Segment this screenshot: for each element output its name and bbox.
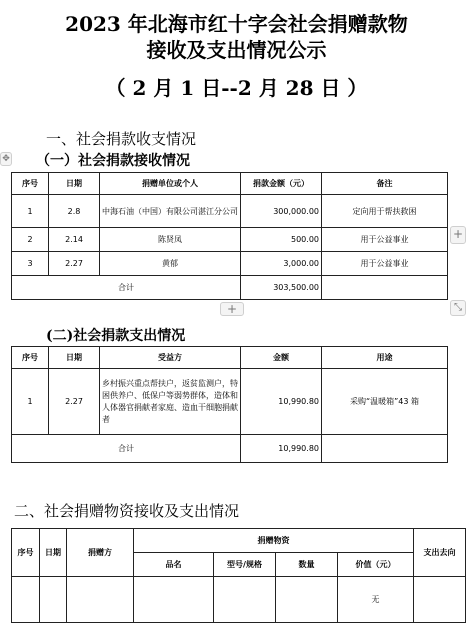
col-header-value: 价值（元） [338,553,414,577]
total-label: 合计 [12,435,241,463]
goods-table [11,528,466,623]
add-column-plus-icon[interactable]: + [450,226,466,244]
col-header-amount: 捐款金额（元） [241,173,322,195]
cell-no: 1 [12,195,49,228]
total-empty [322,435,448,463]
cell-no: 2 [12,228,49,252]
col-header-amount: 金额 [241,347,322,369]
col-header-use: 用途 [322,347,448,369]
cell-date: 2.8 [49,195,100,228]
expenses-table [11,346,448,463]
col-header-date: 日期 [49,173,100,195]
add-row-plus-icon[interactable]: + [220,302,244,316]
page-title: 2023 年北海市红十字会社会捐赠款物 [65,12,408,36]
cell-note: 用于公益事业 [322,252,448,276]
table-header-row [12,347,448,369]
period: （ 2 月 1 日--2 月 28 日 ） [105,76,368,100]
col-header-beneficiary: 受益方 [100,347,241,369]
cell-note: 定向用于帮扶救困 [322,195,448,228]
table-header-row [12,529,466,553]
col-header-no: 序号 [12,347,49,369]
total-amount: 303,500.00 [241,276,322,300]
cell-use: 采购“温暖箱”43 箱 [322,369,448,435]
table-move-handle-icon[interactable]: ✥ [0,152,12,166]
col-header-qty: 数量 [276,553,338,577]
receipts-subheading: （一）社会捐款接收情况 [36,153,190,169]
col-header-dest: 支出去向 [414,529,466,577]
cell-amount: 500.00 [241,228,322,252]
table-row [12,195,448,228]
col-header-model: 型号/规格 [214,553,276,577]
cell-donor [67,577,134,623]
table-row [12,577,466,623]
col-header-no: 序号 [12,173,49,195]
table-resize-handle-icon[interactable]: ⤡ [450,300,466,316]
expenses-subheading: (二)社会捐款支出情况 [46,328,186,344]
section2-heading: 二、社会捐赠物资接收及支出情况 [14,502,240,520]
cell-value: 无 [338,577,414,623]
cell-beneficiary: 乡村振兴重点帮扶户，返贫监测户，特困供养户、低保户等弱势群体，造体和人体器官捐献者家庭、造血干细胞捐献者 [100,369,241,435]
col-header-no: 序号 [12,529,40,577]
total-amount: 10,990.80 [241,435,322,463]
table-row [12,228,448,252]
cell-donor: 黄郁 [100,252,241,276]
cell-dest [414,577,466,623]
total-row [12,276,448,300]
cell-donor: 陈贤凤 [100,228,241,252]
total-label: 合计 [12,276,241,300]
table-header-row [12,173,448,195]
cell-date [40,577,67,623]
cell-no: 1 [12,369,49,435]
total-empty [322,276,448,300]
cell-amount: 300,000.00 [241,195,322,228]
cell-qty [276,577,338,623]
cell-date: 2.27 [49,369,100,435]
table-row [12,252,448,276]
receipts-table [11,172,448,300]
cell-model [214,577,276,623]
cell-no [12,577,40,623]
page-title-line2: 接收及支出情况公示 [146,38,327,62]
cell-date: 2.14 [49,228,100,252]
section1-heading: 一、社会捐款收支情况 [46,130,197,148]
col-header-date: 日期 [49,347,100,369]
cell-donor: 中海石油（中国）有限公司湛江分公司 [100,195,241,228]
cell-amount: 3,000.00 [241,252,322,276]
cell-no: 3 [12,252,49,276]
col-header-donor: 捐赠方 [67,529,134,577]
col-header-date: 日期 [40,529,67,577]
col-header-donor: 捐赠单位或个人 [100,173,241,195]
col-header-goods: 捐赠物资 [134,529,414,553]
total-row [12,435,448,463]
cell-date: 2.27 [49,252,100,276]
col-header-name: 品名 [134,553,214,577]
table-row [12,369,448,435]
cell-note: 用于公益事业 [322,228,448,252]
col-header-note: 备注 [322,173,448,195]
cell-name [134,577,214,623]
cell-amount: 10,990.80 [241,369,322,435]
